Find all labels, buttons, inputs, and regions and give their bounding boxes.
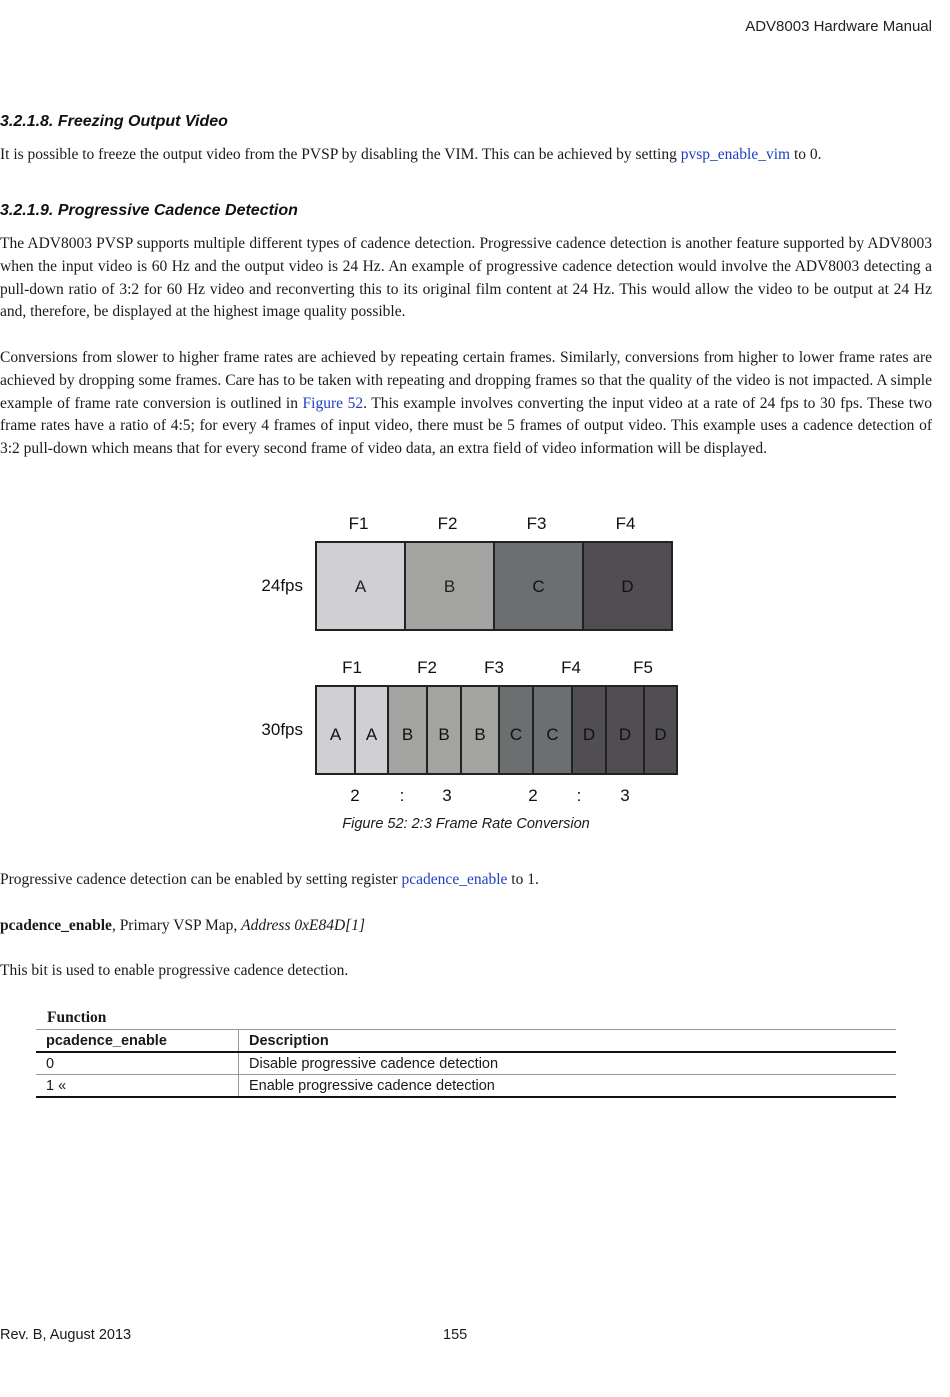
frame-cell-label-30fps: B — [474, 725, 486, 744]
table-cell: 0 — [36, 1052, 239, 1075]
register-name: pcadence_enable — [0, 917, 112, 934]
frame-cell-label-30fps: C — [546, 725, 559, 744]
figure-caption: Figure 52: 2:3 Frame Rate Conversion — [342, 816, 590, 832]
pvsp-enable-vim-link[interactable]: pvsp_enable_vim — [680, 146, 791, 163]
frame-cell-label-30fps: A — [365, 725, 378, 744]
ratio-label: 2 — [350, 786, 360, 805]
frame-cell-label-30fps: B — [401, 725, 414, 744]
ratio-label: 2 — [528, 786, 538, 805]
revision-date: Rev. B, August 2013 — [0, 1327, 132, 1343]
frame-cell-label-30fps: B — [438, 725, 450, 744]
table-header-row — [36, 1030, 896, 1053]
document-title: ADV8003 Hardware Manual — [745, 18, 932, 35]
text: to 1. — [507, 871, 539, 888]
paragraph-enable — [0, 869, 932, 892]
frame-cell-label-24fps: A — [354, 577, 367, 596]
pcadence-enable-link[interactable]: pcadence_enable — [401, 871, 508, 888]
section-heading-freezing: 3.2.1.8. Freezing Output Video — [0, 113, 228, 130]
frame-cell-label-24fps: D — [621, 577, 634, 596]
frame-cell-label-24fps: C — [532, 577, 545, 596]
text: Conversions from slower to higher frame rates are achieved by repeating certain frames. Similarly, conversions from higher to lower frame rates are achieved by dropping some frames. Care has to be taken with repeating and dropping frames so that the quality of the video is not impacted. A simple example of frame rate conversion is outlined in — [0, 349, 932, 412]
table-header-cell: pcadence_enable — [36, 1030, 239, 1053]
frame-label-30fps: F1 — [342, 658, 362, 677]
frame-label-30fps: F4 — [561, 658, 581, 677]
text: It is possible to freeze the output video from the PVSP by disabling the VIM. This can be achieved by setting — [0, 146, 681, 163]
table-title: Function — [47, 1009, 107, 1026]
table-cell: 1 « — [36, 1075, 239, 1098]
text: . This example involves converting the input video at a rate of 24 fps to 30 fps. These two frame rates have a ratio of 4:5; for every 4 frames of input video, there must be 5 frames of output video. This example uses a cadence detection of 3:2 pull-down which means that for every second frame of video data, an extra field of video information will be displayed. — [0, 394, 933, 458]
function-table — [36, 1029, 896, 1098]
figure-52-link[interactable]: Figure 52 — [302, 394, 364, 412]
ratio-label: : — [399, 786, 405, 805]
frame-cell-label-30fps: C — [509, 725, 523, 744]
table-header-cell: Description — [239, 1030, 897, 1053]
register-description — [0, 915, 932, 938]
paragraph-cadence-2 — [0, 347, 932, 461]
frame-label-24fps: F1 — [348, 514, 369, 533]
frame-label-24fps: F3 — [526, 514, 547, 533]
row-label-24fps: 24fps — [261, 576, 303, 595]
row-label-30fps: 30fps — [261, 720, 303, 739]
frame-label-24fps: F2 — [437, 514, 458, 533]
page-number: 155 — [443, 1327, 468, 1343]
ratio-label: : — [576, 786, 582, 805]
ratio-label: 3 — [620, 786, 630, 805]
frame-label-30fps: F5 — [633, 658, 653, 677]
frame-label-24fps: F4 — [615, 514, 636, 533]
paragraph-freezing — [0, 144, 932, 167]
frame-label-30fps: F3 — [484, 658, 504, 677]
table-cell: Enable progressive cadence detection — [239, 1075, 897, 1098]
frame-label-30fps: F2 — [417, 658, 437, 677]
frame-cell-label-30fps: D — [654, 725, 667, 744]
frame-cell-label-30fps: A — [329, 725, 342, 744]
text: to 0. — [790, 146, 822, 163]
frame-cell-label-30fps: D — [582, 725, 596, 744]
frame-cell-label-30fps: D — [618, 725, 632, 744]
section-heading-cadence: 3.2.1.9. Progressive Cadence Detection — [0, 202, 298, 219]
frame-cell-label-24fps: B — [443, 577, 456, 596]
register-map: , Primary VSP Map, — [111, 917, 242, 934]
table-cell: Disable progressive cadence detection — [239, 1052, 897, 1075]
paragraph-bit-usage: This bit is used to enable progressive cadence detection. — [0, 962, 349, 979]
frame-rate-conversion-figure — [0, 505, 950, 815]
paragraph-cadence-1: The ADV8003 PVSP supports multiple different types of cadence detection. Progressive cadence detection is another feature supported by ADV8003 when the input video is 60 Hz and the output video is 24 Hz. An example of progressive cadence detection would involve the ADV8003 detecting a pull-down ratio of 3:2 for 60 Hz video and reconverting this to its original film content at 24 Hz. This would allow the video to be output at 24 Hz and, therefore, be displayed at the highest image quality possible. — [0, 235, 932, 321]
text: Progressive cadence detection can be enabled by setting register — [0, 871, 402, 888]
table-row — [36, 1052, 896, 1075]
table-row — [36, 1075, 896, 1098]
register-address: Address 0xE84D[1] — [241, 917, 365, 934]
ratio-label: 3 — [442, 786, 452, 805]
